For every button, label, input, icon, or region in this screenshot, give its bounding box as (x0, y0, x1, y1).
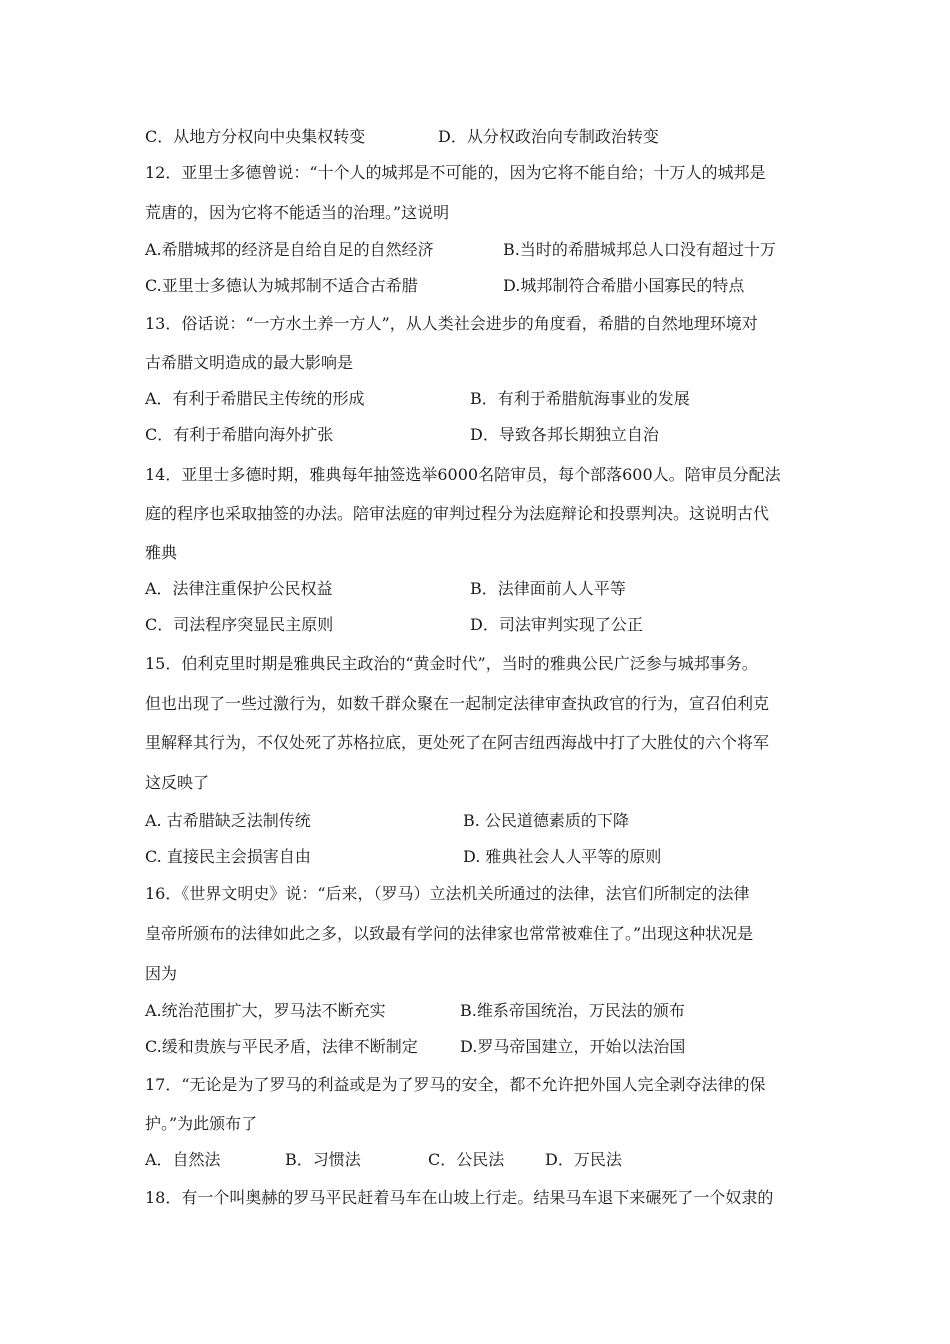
q16-stem-line-2: 皇帝所颁布的法律如此之多，以致最有学问的法律家也常常被难住了。”出现这种状况是 (145, 924, 754, 943)
q13-options-cd (145, 425, 825, 445)
q14-stem-line-2: 庭的程序也采取抽签的办法。陪审法庭的审判过程分为法庭辩论和投票判决。这说明古代 (145, 504, 770, 523)
q14-option-c: C．司法程序突显民主原则 (145, 615, 334, 634)
q17-option-a: A．自然法 (145, 1150, 221, 1169)
q13-option-d: D．导致各邦长期独立自治 (470, 425, 659, 444)
q16-option-a: A.统治范围扩大，罗马法不断充实 (145, 1001, 386, 1020)
q16-stem-line-3: 因为 (145, 964, 178, 983)
q13-option-c: C．有利于希腊向海外扩张 (145, 425, 334, 444)
q17-option-b: B．习惯法 (285, 1150, 361, 1169)
q17-option-c: C．公民法 (428, 1150, 505, 1169)
q13-stem-line-2: 古希腊文明造成的最大影响是 (145, 353, 354, 372)
q14-stem-line-1: 14．亚里士多德时期，雅典每年抽签选举6000名陪审员，每个部落600人。陪审员分配法 (145, 465, 781, 484)
q12-option-a: A.希腊城邦的经济是自给自足的自然经济 (145, 240, 434, 259)
q13-option-a: A．有利于希腊民主传统的形成 (145, 389, 365, 408)
q12-options-ab (145, 240, 825, 260)
q14-option-d: D．司法审判实现了公正 (470, 615, 643, 634)
q14-options-cd (145, 615, 825, 635)
q14-stem-line-3: 雅典 (145, 543, 178, 562)
q15-options-ab (145, 811, 825, 831)
q15-option-a: A. 古希腊缺乏法制传统 (145, 811, 311, 830)
q16-options-cd (145, 1037, 825, 1057)
q11-option-d: D．从分权政治向专制政治转变 (438, 127, 659, 146)
q11-option-c: C．从地方分权向中央集权转变 (145, 127, 366, 146)
q12-option-c: C.亚里士多德认为城邦制不适合古希腊 (145, 276, 418, 295)
q15-option-c: C. 直接民主会损害自由 (145, 847, 311, 866)
q14-options-ab (145, 579, 825, 599)
q14-option-b: B．法律面前人人平等 (470, 579, 626, 598)
q17-option-d: D．万民法 (545, 1150, 622, 1169)
q15-stem-line-2: 但也出现了一些过激行为，如数千群众聚在一起制定法律审查执政官的行为，宣召伯利克 (145, 694, 770, 713)
q17-options (145, 1150, 825, 1170)
q12-stem-line-1: 12．亚里士多德曾说：“十个人的城邦是不可能的，因为它将不能自给；十万人的城邦是 (145, 163, 766, 182)
q13-stem-line-1: 13．俗话说：“一方水土养一方人”，从人类社会进步的角度看，希腊的自然地理环境对 (145, 314, 758, 333)
q15-stem-line-4: 这反映了 (145, 773, 210, 792)
q16-option-d: D.罗马帝国建立，开始以法治国 (460, 1037, 686, 1056)
q15-option-b: B. 公民道德素质的下降 (463, 811, 629, 830)
q12-options-cd (145, 276, 825, 296)
q15-options-cd (145, 847, 825, 867)
q11-options-cd (145, 127, 825, 147)
q15-stem-line-3: 里解释其行为，不仅处死了苏格拉底，更处死了在阿吉纽西海战中打了大胜仗的六个将军 (145, 733, 770, 752)
q16-option-b: B.维系帝国统治，万民法的颁布 (460, 1001, 685, 1020)
q14-option-a: A．法律注重保护公民权益 (145, 579, 333, 598)
q13-options-ab (145, 389, 825, 409)
q12-option-b: B.当时的希腊城邦总人口没有超过十万 (503, 240, 776, 259)
q17-stem-line-1: 17．“无论是为了罗马的利益或是为了罗马的安全，都不允许把外国人完全剥夺法律的保 (145, 1075, 766, 1094)
q17-stem-line-2: 护。”为此颁布了 (145, 1114, 258, 1133)
q13-option-b: B．有利于希腊航海事业的发展 (470, 389, 690, 408)
q15-option-d: D. 雅典社会人人平等的原则 (463, 847, 662, 866)
q16-option-c: C.缓和贵族与平民矛盾，法律不断制定 (145, 1037, 418, 1056)
q18-stem-line-1: 18．有一个叫奥赫的罗马平民赶着马车在山坡上行走。结果马车退下来碾死了一个奴隶的 (145, 1188, 774, 1207)
q15-stem-line-1: 15．伯利克里时期是雅典民主政治的“黄金时代”，当时的雅典公民广泛参与城邦事务。 (145, 654, 758, 673)
q16-options-ab (145, 1001, 825, 1021)
q12-option-d: D.城邦制符合希腊小国寡民的特点 (503, 276, 745, 295)
q12-stem-line-2: 荒唐的，因为它将不能适当的治理。”这说明 (145, 203, 450, 222)
q16-stem-line-1: 16．《世界文明史》说：“后来，（罗马）立法机关所通过的法律，法官们所制定的法律 (145, 884, 750, 903)
